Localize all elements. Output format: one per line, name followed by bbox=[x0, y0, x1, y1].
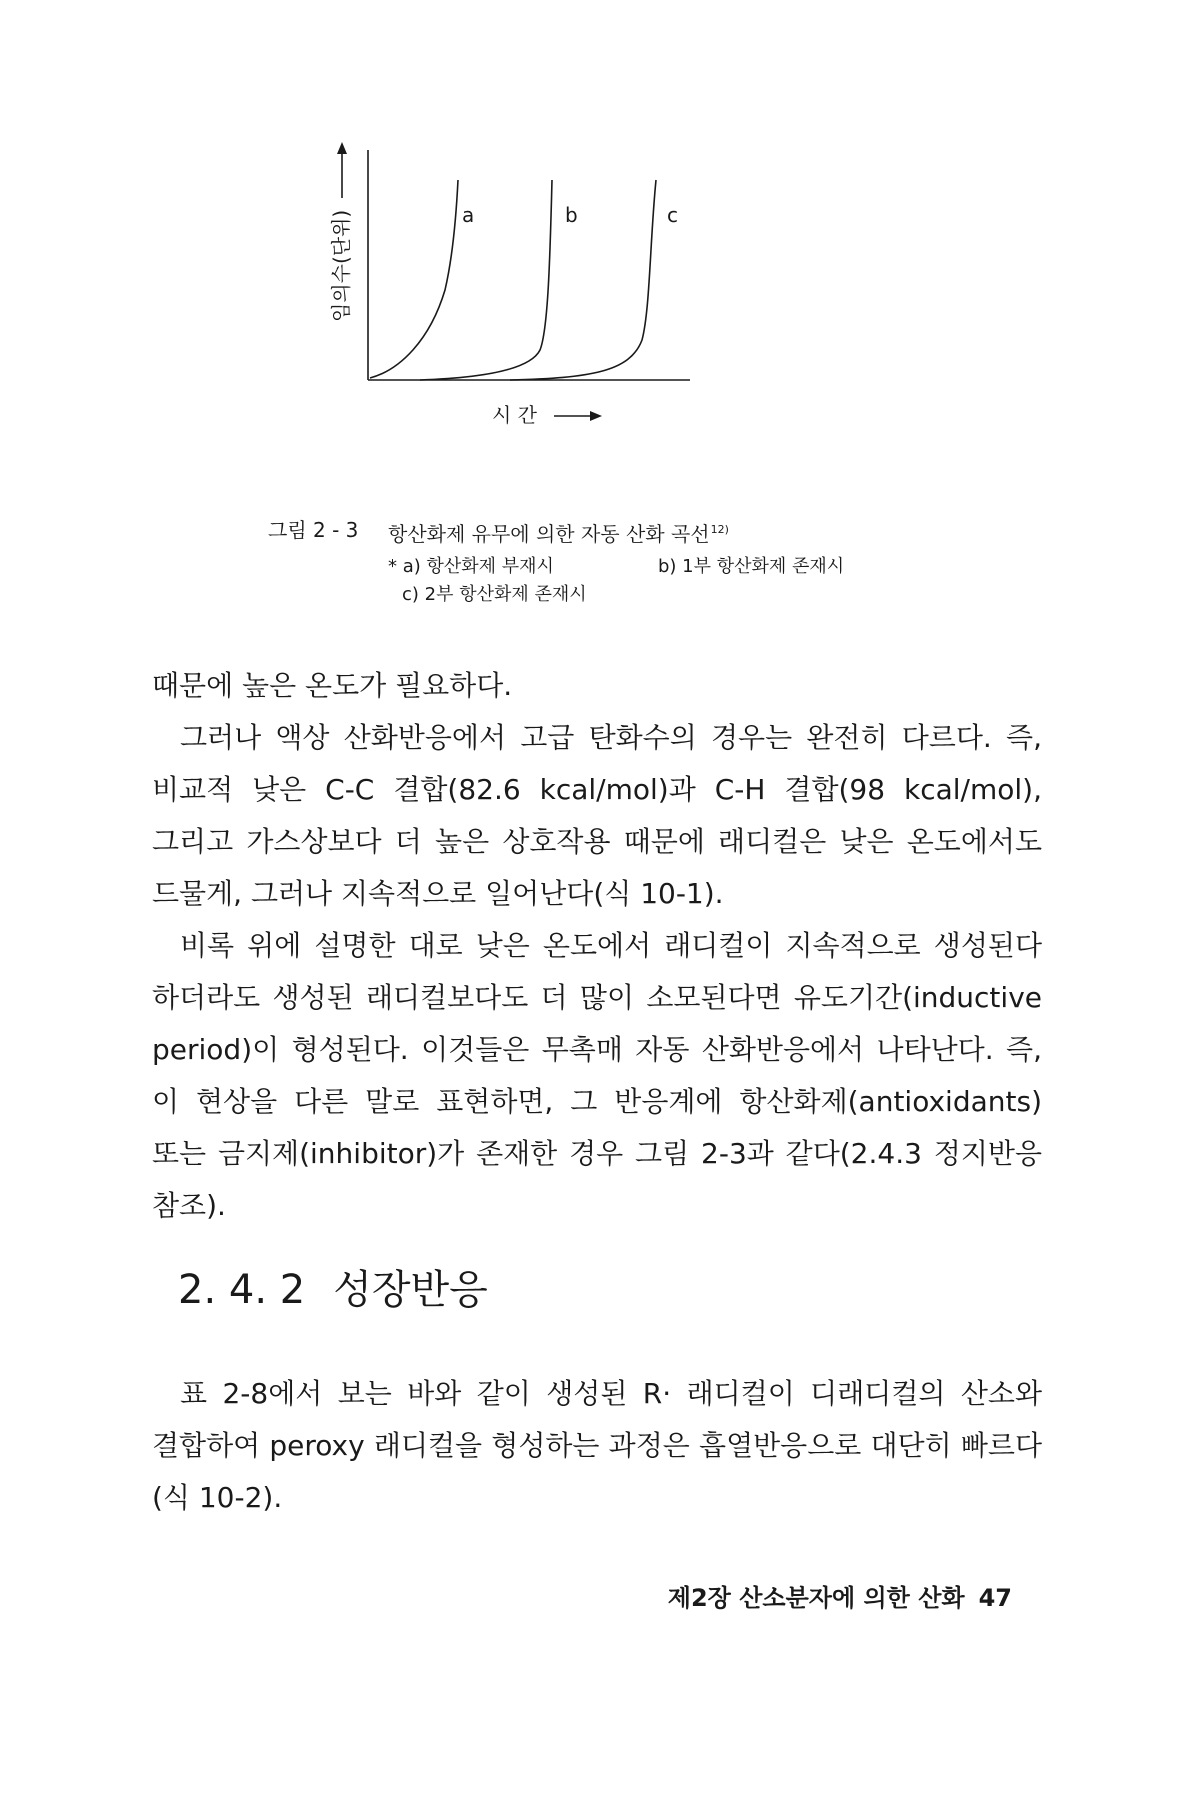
curve-label-a: a bbox=[462, 203, 475, 227]
note-a: * a) 항산화제 부재시 bbox=[388, 556, 554, 577]
caption-number: 그림 2 - 3 bbox=[268, 518, 359, 542]
y-axis-title bbox=[329, 210, 353, 322]
x-axis-label: 시 간 bbox=[492, 403, 537, 427]
autoxidation-curve-plot bbox=[329, 140, 820, 490]
paragraph: 비록 위에 설명한 대로 낮은 온도에서 래디컬이 지속적으로 생성된다 하더라도 생성된 래디컬보다도 더 많이 소모된다면 유도기간(inductive period)이 형성된다. 이것들은 무촉매 자동 산화반응에서 나타난다. 즉, 이 현상을 다른 말로 표현하면, 그 반응계에 항산화제(antioxidants) 또는 금지제(inhibitor)가 존재한 경우 그림 2-3과 같다(2.4.3 정지반응 참조). bbox=[152, 929, 1042, 1222]
note-c: c) 2부 항산화제 존재시 bbox=[402, 584, 587, 605]
page-footer bbox=[668, 1578, 1012, 1613]
curve-label-c: c bbox=[667, 203, 678, 227]
curve-label-b: b bbox=[565, 203, 578, 227]
section-number: 2. 4. 2 bbox=[178, 1267, 306, 1313]
paragraph: 표 2-8에서 보는 바와 같이 생성된 R· 래디컬이 디래디컬의 산소와 결합하여 peroxy 래디컬을 형성하는 과정은 흡열반응으로 대단히 빠르다(식 10-2). bbox=[152, 1377, 1042, 1514]
note-b: b) 1부 항산화제 존재시 bbox=[658, 556, 845, 577]
paragraph: 그러나 액상 산화반응에서 고급 탄화수의 경우는 완전히 다르다. 즉, 비교적 낮은 C-C 결합(82.6 kcal/mol)과 C-H 결합(98 kcal/mol), 그리고 가스상보다 더 높은 상호작용 때문에 래디컬은 낮은 온도에서도 드물게, 그러나 지속적으로 일어난다(식 10-1). bbox=[152, 721, 1042, 910]
caption-notes bbox=[388, 553, 1008, 609]
caption-title: 항산화제 유무에 의한 자동 산화 곡선 bbox=[388, 522, 710, 546]
page-number: 47 bbox=[978, 1584, 1012, 1612]
caption-reference: 12) bbox=[710, 523, 729, 536]
section-heading bbox=[178, 1262, 488, 1318]
curve-c bbox=[510, 180, 656, 380]
figure-2-3 bbox=[329, 140, 820, 490]
x-axis-arrowhead bbox=[590, 411, 602, 421]
body-text bbox=[152, 660, 1042, 1232]
figure-caption bbox=[268, 515, 1008, 609]
curve-a bbox=[370, 180, 458, 378]
curve-b bbox=[420, 180, 552, 380]
section-body-text bbox=[152, 1368, 1042, 1524]
caption-title-wrap bbox=[388, 515, 729, 549]
running-footer-chapter: 제2장 산소분자에 의한 산화 bbox=[667, 1584, 965, 1612]
paragraph: 때문에 높은 온도가 필요하다. bbox=[152, 669, 513, 702]
y-axis-arrowhead bbox=[337, 142, 347, 154]
section-title: 성장반응 bbox=[333, 1267, 488, 1313]
y-axis-label: 임의수(단위) bbox=[329, 209, 353, 322]
